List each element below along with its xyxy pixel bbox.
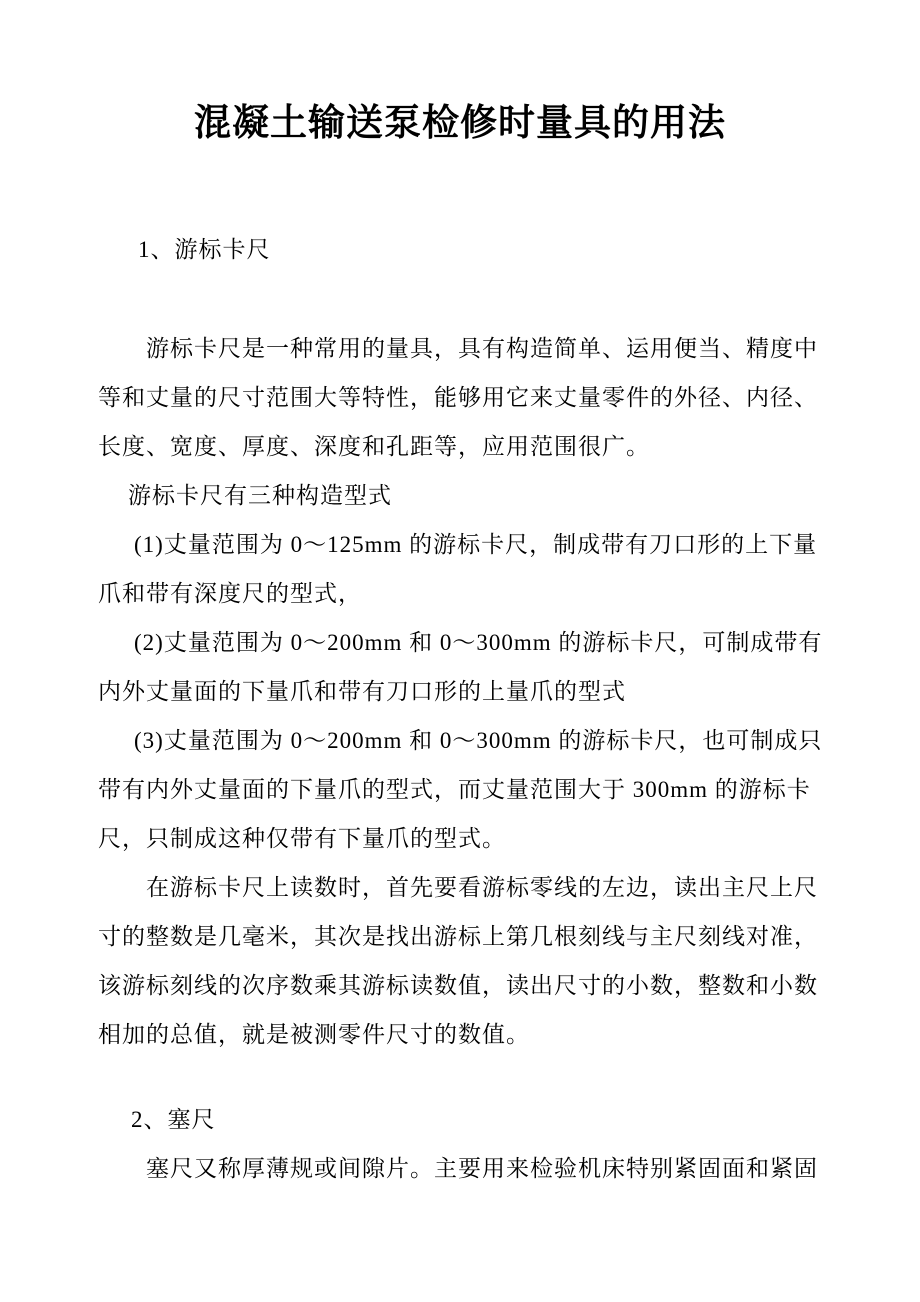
document-title: 混凝土输送泵检修时量具的用法	[194, 103, 726, 144]
list-item-3-line: (3)丈量范围为 0～200mm 和 0～300mm 的游标卡尺，也可制成只	[134, 728, 823, 753]
text-line: 该游标刻线的次序数乘其游标读数值，读出尺寸的小数，整数和小数	[98, 973, 818, 998]
text-line: 寸的整数是几毫米，其次是找出游标上第几根刻线与主尺刻线对准，	[98, 924, 818, 949]
text-line: 相加的总值，就是被测零件尺寸的数值。	[98, 1022, 530, 1047]
list-item-1-line: (1)丈量范围为 0～125mm 的游标卡尺，制成带有刀口形的上下量	[134, 532, 818, 557]
text-line: 塞尺又称厚薄规或间隙片。主要用来检验机床特别紧固面和紧固	[146, 1156, 818, 1181]
text-line: 等和丈量的尺寸范围大等特性，能够用它来丈量零件的外径、内径、	[98, 385, 818, 410]
section-2-heading: 2、塞尺	[131, 1107, 216, 1132]
document-body	[98, 225, 822, 1193]
list-item-2-line: (2)丈量范围为 0～200mm 和 0～300mm 的游标卡尺，可制成带有	[134, 630, 823, 655]
text-line: 在游标卡尺上读数时，首先要看游标零线的左边，读出主尺上尺	[146, 875, 818, 900]
text-line: 游标卡尺是一种常用的量具，具有构造简单、运用便当、精度中	[146, 336, 818, 361]
text-line: 长度、宽度、厚度、深度和孔距等，应用范围很广。	[98, 434, 650, 459]
section-1-heading: 1、游标卡尺	[138, 237, 271, 262]
text-line: 尺，只制成这种仅带有下量爪的型式。	[98, 826, 506, 851]
text-line: 内外丈量面的下量爪和带有刀口形的上量爪的型式	[98, 679, 626, 704]
text-line: 爪和带有深度尺的型式，	[98, 581, 362, 606]
text-line: 游标卡尺有三种构造型式	[128, 483, 392, 508]
text-line: 带有内外丈量面的下量爪的型式，而丈量范围大于 300mm 的游标卡	[98, 777, 811, 802]
